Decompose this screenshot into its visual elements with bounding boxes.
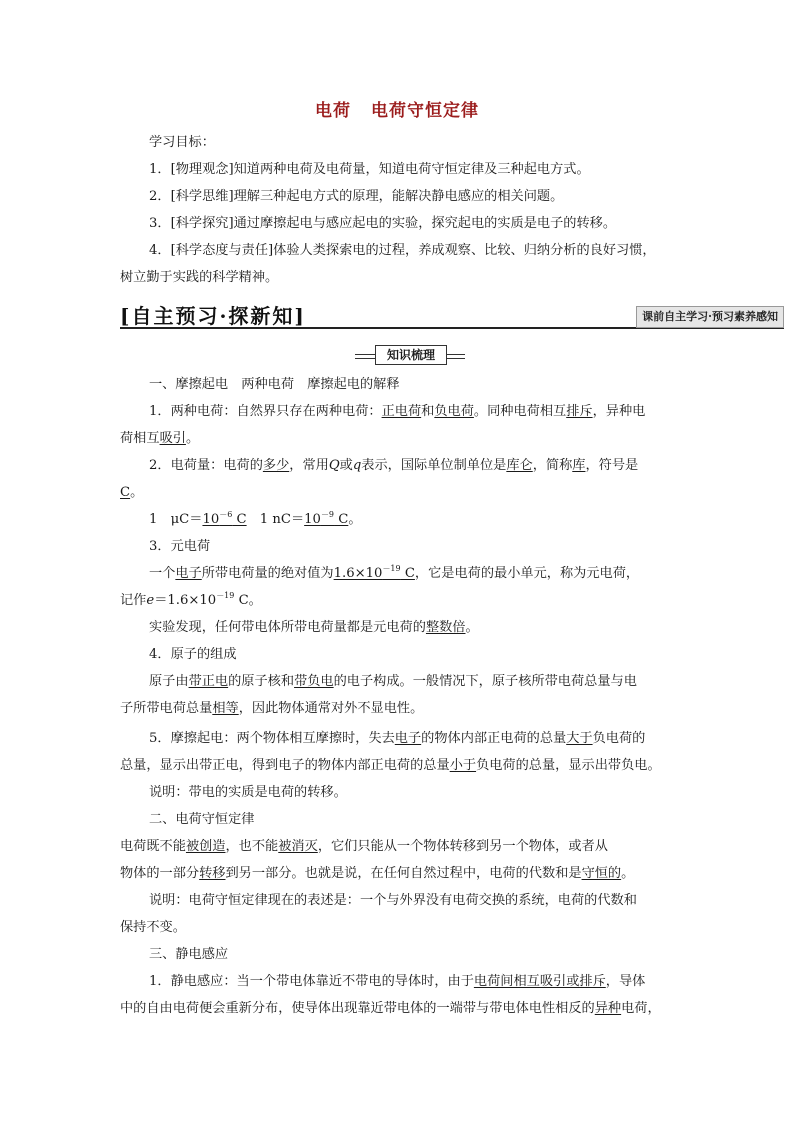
answer-blank: 正电荷 [381, 404, 422, 419]
para-5-note: 说明：带电的实质是电荷的转移。 [149, 785, 347, 800]
answer-blank: 吸引 [159, 431, 186, 446]
induction-line-2: 中的自由电荷便会重新分布，使导体出现靠近带电体的一端带与带电体电性相反的异种电荷， [120, 1001, 661, 1016]
heading-1: 一、摩擦起电 两种电荷 摩擦起电的解释 [149, 377, 400, 392]
para-3-heading: 3．元电荷 [149, 539, 211, 554]
induction-line-1: 1．静电感应：当一个带电体靠近不带电的导体时，由于电荷间相互吸引或排斥，导体 [149, 974, 646, 989]
goals-heading: 学习目标： [149, 135, 215, 150]
para-3-line-2: 记作$e=1.6\times 10^{-19}$ C。 [120, 591, 262, 608]
para-5-line-1: 5．摩擦起电：两个物体相互摩擦时，失去电子的物体内部正电荷的总量大于负电荷的 [149, 731, 646, 746]
heading-2: 二、电荷守恒定律 [149, 812, 255, 827]
law-note-line-2: 保持不变。 [120, 920, 186, 935]
title-part-1: 电荷 [315, 101, 351, 121]
para-1-line-1: 1．两种电荷：自然界只存在两种电荷：正电荷和负电荷。同种电荷相互排斥，异种电 [149, 404, 646, 419]
answer-blank: 大于 [566, 731, 593, 746]
answer-blank: 负电荷 [434, 404, 474, 419]
answer-blank: 小于 [449, 758, 477, 773]
answer-blank: $10^{-6}$ C [202, 510, 247, 527]
law-line-1: 电荷既不能被创造，也不能被消灭，它们只能从一个物体转移到另一个物体，或者从 [120, 839, 608, 854]
law-line-2: 物体的一部分转移到另一部分。也就是说，在任何自然过程中，电荷的代数和是守恒的。 [120, 866, 635, 881]
answer-blank: 多少 [262, 458, 290, 473]
goal-3: 3．[科学探究]通过摩擦起电与感应起电的实验，探究起电的实质是电子的转移。 [149, 216, 617, 231]
answer-blank: 电荷间相互吸引或排斥 [473, 974, 606, 989]
para-2-line-1: 2．电荷量：电荷的多少，常用Q或q表示，国际单位制单位是库仑，简称库，符号是 [149, 458, 639, 473]
law-note-line-1: 说明：电荷守恒定律现在的表述是：一个与外界没有电荷交换的系统，电荷的代数和 [149, 893, 637, 908]
answer-blank: $1.6\times 10^{-19}$ C [333, 564, 415, 581]
section-title: [自主预习·探新知] [120, 304, 306, 328]
unit-conversion: 1 $\mu C=10^{-6}$ C 1 $nC=10^{-9}$ C。 [149, 510, 362, 527]
answer-blank: C [120, 485, 131, 500]
para-5-line-2: 总量，显示出带正电，得到电子的物体内部正电荷的总量小于负电荷的总量，显示出带负电。 [120, 758, 661, 773]
para-2-line-2: C。 [120, 485, 144, 500]
answer-blank: 被消灭 [278, 839, 318, 854]
para-4-line-1: 原子由带正电的原子核和带负电的电子构成。一般情况下，原子核所带电荷总量与电 [149, 674, 637, 689]
knowledge-badge [355, 345, 465, 365]
para-3-line-3: 实验发现，任何带电体所带电荷量都是元电荷的整数倍。 [149, 620, 479, 635]
goal-2: 2．[科学思维]理解三种起电方式的原理，能解决静电感应的相关问题。 [149, 189, 564, 204]
answer-blank: 排斥 [566, 404, 593, 419]
answer-blank: 电子 [175, 566, 202, 581]
answer-blank: 异种 [594, 1001, 622, 1016]
para-4-heading: 4．原子的组成 [149, 647, 237, 662]
heading-3: 三、静电感应 [149, 947, 229, 962]
para-4-line-2: 子所带电荷总量相等，因此物体通常对外不显电性。 [120, 701, 424, 716]
goal-4-line-1: 4．[科学态度与责任]体验人类探索电的过程，养成观察、比较、归纳分析的良好习惯， [149, 243, 656, 258]
answer-blank: 电子 [394, 731, 422, 746]
goal-1: 1．[物理观念]知道两种电荷及电荷量，知道电荷守恒定律及三种起电方式。 [149, 162, 590, 177]
title-part-2: 电荷守恒定律 [371, 101, 479, 121]
answer-blank: 带负电 [294, 674, 334, 689]
para-1-line-2: 荷相互吸引。 [120, 431, 200, 446]
answer-blank: 被创造 [185, 839, 226, 854]
answer-blank: 整数倍 [425, 620, 466, 635]
page-title [0, 96, 794, 121]
para-3-line-1: 一个电子所带电荷量的绝对值为$1.6\times 10^{-19}$ C，它是电荷的最小单元，称为元电荷， [149, 564, 640, 581]
section-header [120, 300, 784, 330]
answer-blank: 库 [572, 458, 586, 473]
answer-blank: 库仑 [506, 458, 533, 473]
answer-blank: 带正电 [188, 674, 229, 689]
answer-blank: 守恒的 [581, 866, 622, 881]
goal-4-line-2: 树立勤于实践的科学精神。 [120, 270, 279, 285]
answer-blank: $10^{-9}$ C [304, 510, 349, 527]
answer-blank: 相等 [212, 701, 239, 716]
section-tag: 课前自主学习·预习素养感知 [636, 306, 784, 328]
badge-label: 知识梳理 [375, 345, 447, 365]
answer-blank: 转移 [199, 866, 226, 881]
